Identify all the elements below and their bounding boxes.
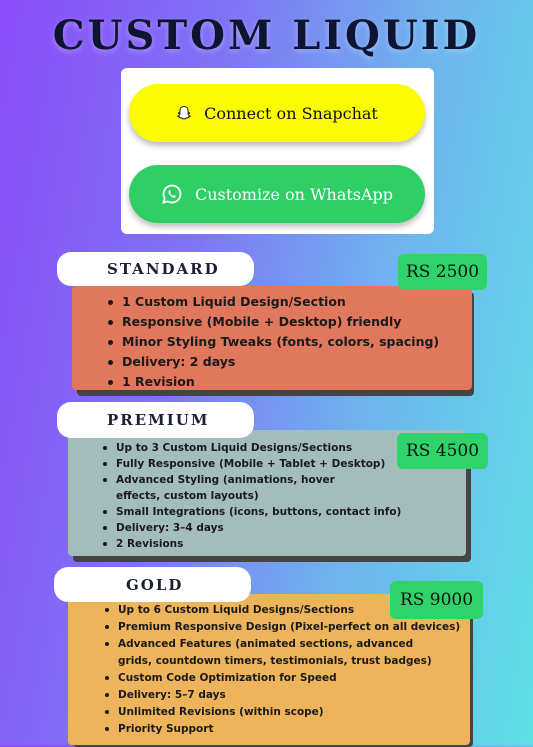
standard-feature-list: [72, 286, 472, 392]
feature-item: Advanced Styling (animations, hover effects, custom layouts): [116, 472, 381, 504]
contact-card: [121, 68, 434, 234]
feature-item: Minor Styling Tweaks (fonts, colors, spacing): [122, 332, 472, 352]
standard-tier-label: STANDARD: [57, 252, 254, 286]
gold-price-badge: RS 9000: [390, 581, 483, 619]
feature-item: Delivery: 5–7 days: [118, 687, 470, 704]
snapchat-ghost-icon: [176, 105, 192, 121]
feature-item: Priority Support: [118, 721, 470, 738]
feature-item: Small Integrations (icons, buttons, contact info): [116, 504, 466, 520]
feature-item: Delivery: 3–4 days: [116, 520, 466, 536]
whatsapp-icon: [161, 183, 183, 205]
feature-item: 1 Custom Liquid Design/Section: [122, 292, 472, 312]
feature-item: Fully Responsive (Mobile + Tablet + Desktop): [116, 456, 466, 472]
standard-price-badge: RS 2500: [398, 254, 487, 290]
snapchat-button[interactable]: [129, 84, 425, 142]
feature-item: Advanced Features (animated sections, advanced grids, countdown timers, testimonials, trust badges): [118, 636, 438, 670]
gold-tier-label: GOLD: [54, 567, 251, 602]
page-title: CUSTOM LIQUID: [52, 12, 481, 59]
feature-item: 1 Revision: [122, 372, 472, 392]
feature-item: 2 Revisions: [116, 536, 466, 552]
feature-item: Delivery: 2 days: [122, 352, 472, 372]
standard-card: [72, 286, 472, 390]
whatsapp-button-label: Customize on WhatsApp: [194, 184, 394, 204]
premium-price-badge: RS 4500: [397, 433, 488, 469]
feature-item: Up to 3 Custom Liquid Designs/Sections: [116, 440, 466, 456]
feature-item: Up to 6 Custom Liquid Designs/Sections: [118, 602, 470, 619]
whatsapp-button[interactable]: [129, 165, 425, 223]
feature-item: Responsive (Mobile + Desktop) friendly: [122, 312, 472, 332]
snapchat-button-label: Connect on Snapchat: [204, 103, 378, 123]
premium-tier-label: PREMIUM: [57, 402, 254, 438]
feature-item: Unlimited Revisions (within scope): [118, 704, 470, 721]
feature-item: Custom Code Optimization for Speed: [118, 670, 470, 687]
feature-item: Premium Responsive Design (Pixel-perfect on all devices): [118, 619, 470, 636]
